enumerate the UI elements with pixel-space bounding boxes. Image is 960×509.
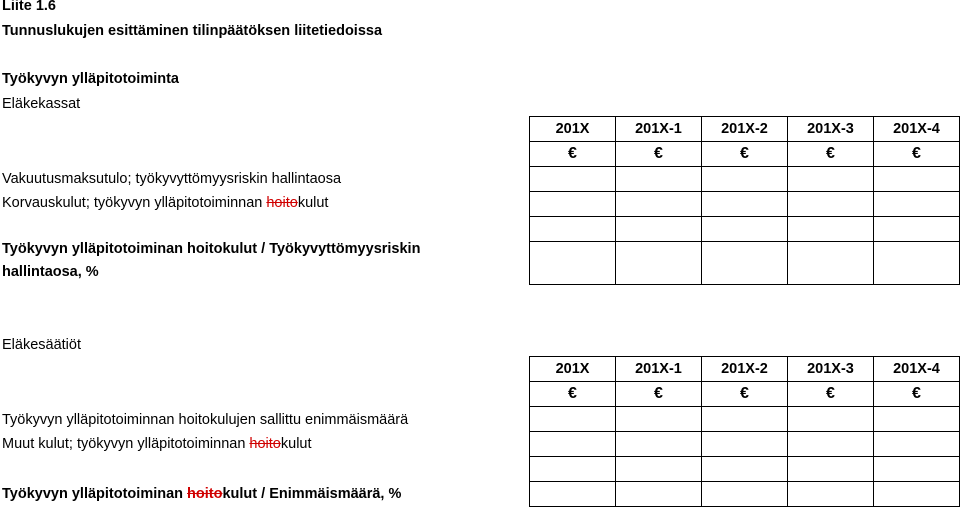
table-cell — [702, 432, 788, 457]
table-cell — [874, 482, 960, 507]
table-cell — [616, 192, 702, 217]
table-cell — [702, 482, 788, 507]
table-cell — [616, 407, 702, 432]
table-cell — [702, 167, 788, 192]
year-header: 201X-3 — [788, 357, 874, 382]
table-cell — [874, 167, 960, 192]
section2-subheading: Eläkesäätiöt — [2, 337, 81, 353]
currency-unit: € — [788, 142, 874, 167]
table-cell — [874, 217, 960, 242]
table-cell — [530, 217, 616, 242]
table-cell — [616, 217, 702, 242]
table-cell — [874, 457, 960, 482]
table-cell — [616, 482, 702, 507]
appendix-number: Liite 1.6 — [2, 0, 56, 14]
table-cell — [616, 432, 702, 457]
currency-unit: € — [530, 142, 616, 167]
currency-unit: € — [616, 142, 702, 167]
year-header: 201X-1 — [616, 357, 702, 382]
currency-unit: € — [702, 142, 788, 167]
section1-heading: Työkyvyn ylläpitotoiminta — [2, 71, 179, 87]
table-cell — [702, 407, 788, 432]
year-header: 201X-3 — [788, 117, 874, 142]
year-header: 201X-2 — [702, 117, 788, 142]
currency-unit: € — [788, 382, 874, 407]
table-cell — [702, 242, 788, 285]
table-cell — [530, 457, 616, 482]
table-cell — [530, 242, 616, 285]
table-cell — [530, 192, 616, 217]
table-cell — [788, 217, 874, 242]
currency-unit: € — [874, 382, 960, 407]
page-title: Tunnuslukujen esittäminen tilinpäätöksen liitetiedoissa — [2, 23, 383, 39]
table-cell — [874, 432, 960, 457]
section1-row1-label: Vakuutusmaksutulo; työkyvyttömyysriskin hallintaosa — [2, 171, 342, 187]
currency-unit: € — [616, 382, 702, 407]
year-header: 201X — [530, 357, 616, 382]
section2-ratio-label: Työkyvyn ylläpitotoiminan hoitokulut / Enimmäismäärä, % — [2, 486, 402, 502]
year-header: 201X — [530, 117, 616, 142]
section1-ratio-label-line2: hallintaosa, % — [2, 264, 99, 280]
table-cell — [788, 457, 874, 482]
table-cell — [788, 482, 874, 507]
table-cell — [530, 407, 616, 432]
section1-ratio-label-line1: Työkyvyn ylläpitotoiminan hoitokulut / Työkyvyttömyysriskin — [2, 241, 421, 257]
currency-unit: € — [530, 382, 616, 407]
table-cell — [874, 192, 960, 217]
section1-row2-label: Korvauskulut; työkyvyn ylläpitotoiminnan hoitokulut — [2, 195, 329, 211]
currency-unit: € — [702, 382, 788, 407]
table-cell — [616, 242, 702, 285]
table-cell — [616, 457, 702, 482]
currency-unit: € — [874, 142, 960, 167]
table-cell — [874, 242, 960, 285]
section2-row2-label: Muut kulut; työkyvyn ylläpitotoiminnan hoitokulut — [2, 436, 312, 452]
table-cell — [530, 432, 616, 457]
table-cell — [788, 192, 874, 217]
table-cell — [788, 167, 874, 192]
struck-text: hoito — [187, 486, 223, 502]
table-cell — [616, 167, 702, 192]
table-cell — [530, 482, 616, 507]
year-header: 201X-1 — [616, 117, 702, 142]
struck-text: hoito — [249, 436, 281, 452]
table-cell — [788, 432, 874, 457]
table-cell — [874, 407, 960, 432]
table-cell — [788, 242, 874, 285]
year-header: 201X-4 — [874, 357, 960, 382]
struck-text: hoito — [266, 195, 298, 211]
section1-table — [529, 116, 960, 285]
section2-row1-label: Työkyvyn ylläpitotoiminnan hoitokulujen sallittu enimmäismäärä — [2, 412, 409, 428]
year-header: 201X-4 — [874, 117, 960, 142]
section1-subheading: Eläkekassat — [2, 96, 81, 112]
table-cell — [530, 167, 616, 192]
table-cell — [702, 217, 788, 242]
year-header: 201X-2 — [702, 357, 788, 382]
table-cell — [702, 457, 788, 482]
table-cell — [702, 192, 788, 217]
table-cell — [788, 407, 874, 432]
section2-table — [529, 356, 960, 507]
